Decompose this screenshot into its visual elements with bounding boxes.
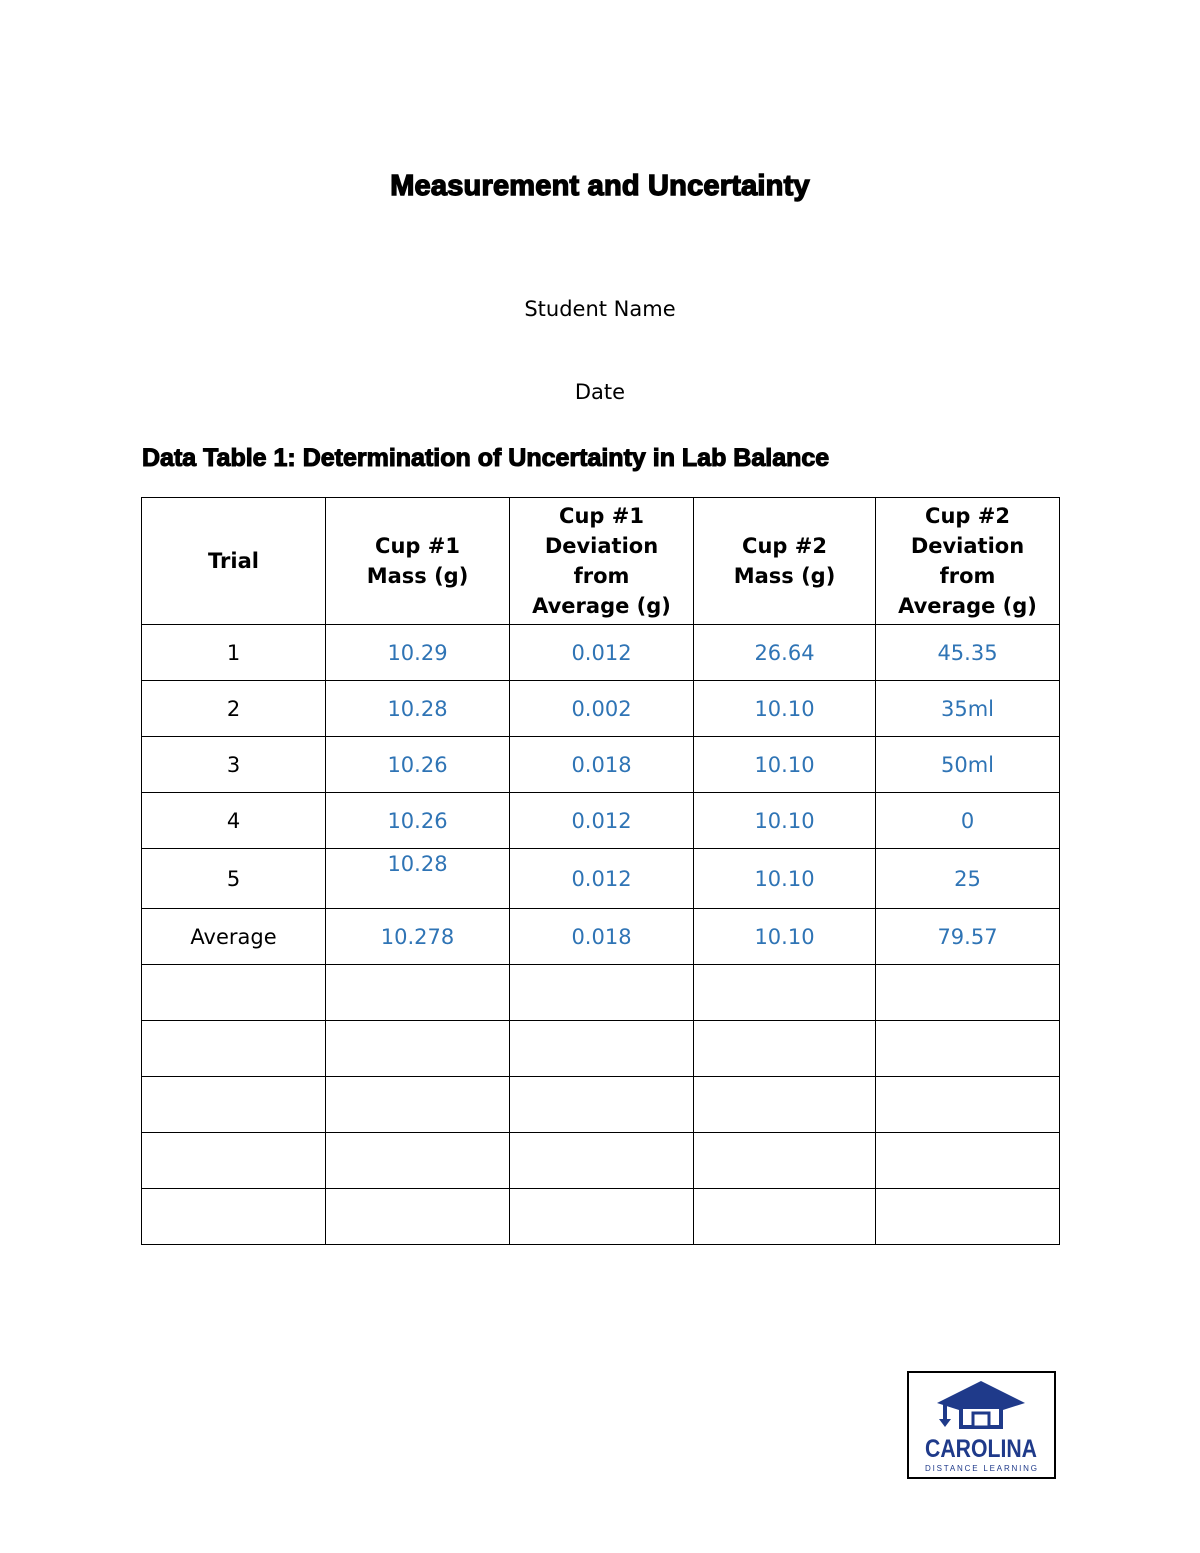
cup2-deviation-cell: 50ml <box>876 737 1060 793</box>
empty-cell <box>142 1189 326 1245</box>
cup1-mass-cell: 10.26 <box>326 737 510 793</box>
cup1-mass-cell <box>326 849 510 909</box>
table-row <box>142 737 1060 793</box>
empty-cell <box>694 1077 876 1133</box>
logo-wordmark: CAROLINA <box>925 1435 1037 1463</box>
empty-cell <box>326 1021 510 1077</box>
trial-cell: 4 <box>142 793 326 849</box>
carolina-logo-graphic <box>909 1373 1053 1476</box>
carolina-logo <box>907 1371 1056 1479</box>
empty-cell <box>326 1077 510 1133</box>
cup2-mass-cell: 10.10 <box>694 849 876 909</box>
table-caption: Data Table 1: Determination of Uncertainty in Lab Balance <box>142 444 830 472</box>
cup1-deviation-average-cell: 0.018 <box>510 909 694 965</box>
house-cap-icon <box>937 1381 1025 1427</box>
student-name-label: Student Name <box>524 297 676 321</box>
cup1-mass-average-cell: 10.278 <box>326 909 510 965</box>
header-cup1-deviation: Cup #1 Deviation from Average (g) <box>510 498 694 625</box>
trial-cell: 3 <box>142 737 326 793</box>
cup1-deviation-cell: 0.012 <box>510 625 694 681</box>
header-trial: Trial <box>142 498 326 625</box>
empty-row <box>142 1189 1060 1245</box>
empty-cell <box>510 1077 694 1133</box>
empty-cell <box>510 965 694 1021</box>
trial-cell: 2 <box>142 681 326 737</box>
empty-row <box>142 1077 1060 1133</box>
cup1-deviation-cell: 0.018 <box>510 737 694 793</box>
header-cup2-deviation: Cup #2 Deviation from Average (g) <box>876 498 1060 625</box>
cup1-deviation-cell: 0.012 <box>510 849 694 909</box>
cup2-deviation-cell: 45.35 <box>876 625 1060 681</box>
cup2-mass-cell: 10.10 <box>694 793 876 849</box>
data-table <box>141 497 1060 1245</box>
empty-cell <box>694 965 876 1021</box>
empty-cell <box>510 1021 694 1077</box>
table-row <box>142 849 1060 909</box>
empty-cell <box>510 1189 694 1245</box>
empty-cell <box>142 965 326 1021</box>
trial-cell: 5 <box>142 849 326 909</box>
empty-cell <box>876 965 1060 1021</box>
cup2-mass-average-cell: 10.10 <box>694 909 876 965</box>
cup1-deviation-cell: 0.002 <box>510 681 694 737</box>
empty-cell <box>142 1077 326 1133</box>
empty-cell <box>694 1021 876 1077</box>
empty-row <box>142 1021 1060 1077</box>
cup2-mass-cell: 10.10 <box>694 737 876 793</box>
table-row <box>142 793 1060 849</box>
date-label: Date <box>574 380 626 404</box>
empty-cell <box>326 1189 510 1245</box>
cup2-deviation-cell: 35ml <box>876 681 1060 737</box>
table-row-average <box>142 909 1060 965</box>
empty-cell <box>876 1021 1060 1077</box>
empty-cell <box>142 1133 326 1189</box>
cup2-deviation-cell: 25 <box>876 849 1060 909</box>
average-label-cell: Average <box>142 909 326 965</box>
cup1-mass-value: 10.28 <box>387 851 448 876</box>
cup1-deviation-cell: 0.012 <box>510 793 694 849</box>
cup2-deviation-average-cell: 79.57 <box>876 909 1060 965</box>
empty-cell <box>510 1133 694 1189</box>
empty-cell <box>876 1133 1060 1189</box>
cup2-mass-cell: 26.64 <box>694 625 876 681</box>
table-row <box>142 625 1060 681</box>
empty-cell <box>694 1189 876 1245</box>
logo-tagline: DISTANCE LEARNING <box>925 1464 1037 1473</box>
empty-cell <box>876 1189 1060 1245</box>
header-cup1-mass: Cup #1 Mass (g) <box>326 498 510 625</box>
table-row <box>142 681 1060 737</box>
cup1-mass-cell: 10.28 <box>326 681 510 737</box>
table-header-row <box>142 498 1060 625</box>
cup1-mass-cell: 10.29 <box>326 625 510 681</box>
page-title: Measurement and Uncertainty <box>390 170 810 202</box>
empty-row <box>142 965 1060 1021</box>
cup1-mass-cell: 10.26 <box>326 793 510 849</box>
empty-row <box>142 1133 1060 1189</box>
header-cup2-mass: Cup #2 Mass (g) <box>694 498 876 625</box>
empty-cell <box>694 1133 876 1189</box>
empty-cell <box>142 1021 326 1077</box>
empty-cell <box>326 1133 510 1189</box>
trial-cell: 1 <box>142 625 326 681</box>
cup2-deviation-cell: 0 <box>876 793 1060 849</box>
empty-cell <box>876 1077 1060 1133</box>
cup2-mass-cell: 10.10 <box>694 681 876 737</box>
empty-cell <box>326 965 510 1021</box>
